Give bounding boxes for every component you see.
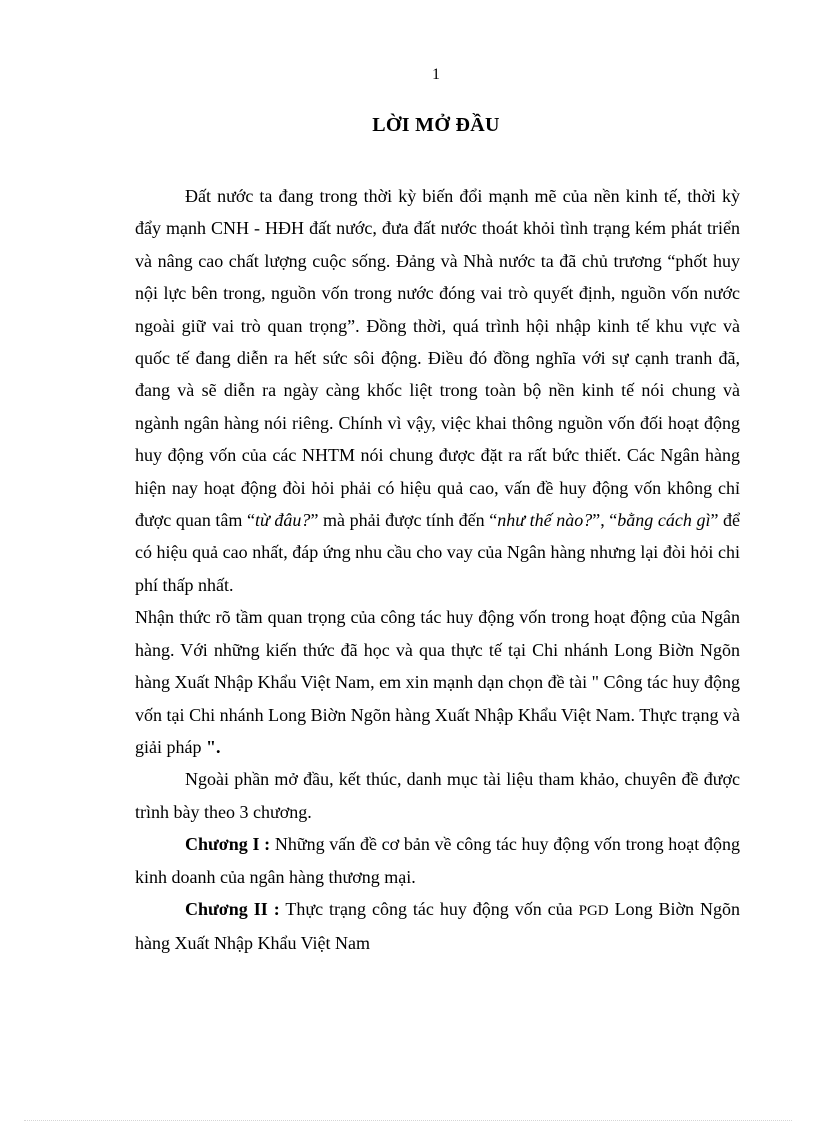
chapter-2-label: Chương II : bbox=[185, 898, 280, 919]
page-bottom-border bbox=[24, 1120, 792, 1121]
page-heading: LỜI MỞ ĐẦU bbox=[372, 114, 500, 136]
chapter-2-text-after: Long Biờn Ngõn hàng Xuất Nhập Khẩu Việt Nam bbox=[135, 898, 740, 954]
intro-text-4: ” để có hiệu quả cao nhất, đáp ứng nhu cầu cho vay của Ngân hàng nhưng lại đòi hỏi chi phí thấp nhất. bbox=[135, 510, 741, 595]
awareness-text: Nhận thức rõ tầm quan trọng của công tác huy động vốn trong hoạt động của Ngân hàng. Với những kiến thức đã học và qua thực tế tại Chi nhánh Long Biờn Ngõn hàng Xuất Nhập Khẩu Việt Nam, em xin mạnh dạn chọn đề tài " Công tác huy động vốn tại Chi nhánh Long Biờn Ngõn hàng Xuất Nhập Khẩu Việt Nam. Thực trạng và giải pháp bbox=[135, 607, 740, 757]
awareness-closing: ". bbox=[205, 736, 221, 757]
intro-text-1: Đất nước ta đang trong thời kỳ biến đổi mạnh mẽ của nền kinh tế, thời kỳ đẩy mạnh CNH - HĐH đất nước, đưa đất nước thoát khỏi tình trạng kém phát triển và nâng cao chất lượng cuộc sống. Đảng và Nhà nước ta đã chủ trương “phốt huy nội lực bên trong, nguồn vốn trong nước đóng vai trò quyết định, nguồn vốn nước ngoài giữ vai trò quan trọng”. Đồng thời, quá trình hội nhập kinh tế khu vực và quốc tế đang diễn ra hết sức sôi động. Điều đó đồng nghĩa với sự cạnh tranh đã, đang và sẽ diễn ra ngày càng khốc liệt trong toàn bộ nền kinh tế nói chung và ngành ngân hàng nói riêng. Chính vì vậy, việc khai thông nguồn vốn đối hoạt động huy động vốn của các NHTM nói chung được đặt ra rất bức thiết. Các Ngân hàng hiện nay hoạt động đòi hỏi phải có hiệu quả cao, vấn đề huy động vốn không chỉ được quan tâm “ bbox=[135, 186, 740, 531]
chapter-1-paragraph bbox=[135, 828, 740, 893]
chapter-1-text: Những vấn đề cơ bản về công tác huy động vốn trong hoạt động kinh doanh của ngân hàng thương mại. bbox=[135, 834, 740, 887]
body-text bbox=[135, 180, 740, 960]
awareness-paragraph bbox=[135, 601, 740, 763]
chapter-2-text-before: Thực trạng công tác huy động vốn của bbox=[279, 898, 579, 919]
chapter-2-abbr: PGD bbox=[578, 902, 609, 919]
intro-paragraph bbox=[135, 180, 740, 601]
page-number: 1 bbox=[432, 66, 440, 83]
intro-quote-1: từ đâu? bbox=[255, 510, 311, 531]
intro-text-2: ” mà phải được tính đến “ bbox=[310, 510, 498, 531]
intro-quote-2: như thế nào? bbox=[497, 510, 593, 531]
intro-quote-3: bằng cách gì bbox=[617, 510, 711, 531]
intro-text-3: ”, “ bbox=[592, 510, 618, 531]
chapter-2-paragraph bbox=[135, 893, 740, 960]
structure-paragraph: Ngoài phần mở đầu, kết thúc, danh mục tài liệu tham khảo, chuyên đề được trình bày theo 3 chương. bbox=[135, 769, 740, 822]
chapter-1-label: Chương I : bbox=[185, 834, 271, 855]
